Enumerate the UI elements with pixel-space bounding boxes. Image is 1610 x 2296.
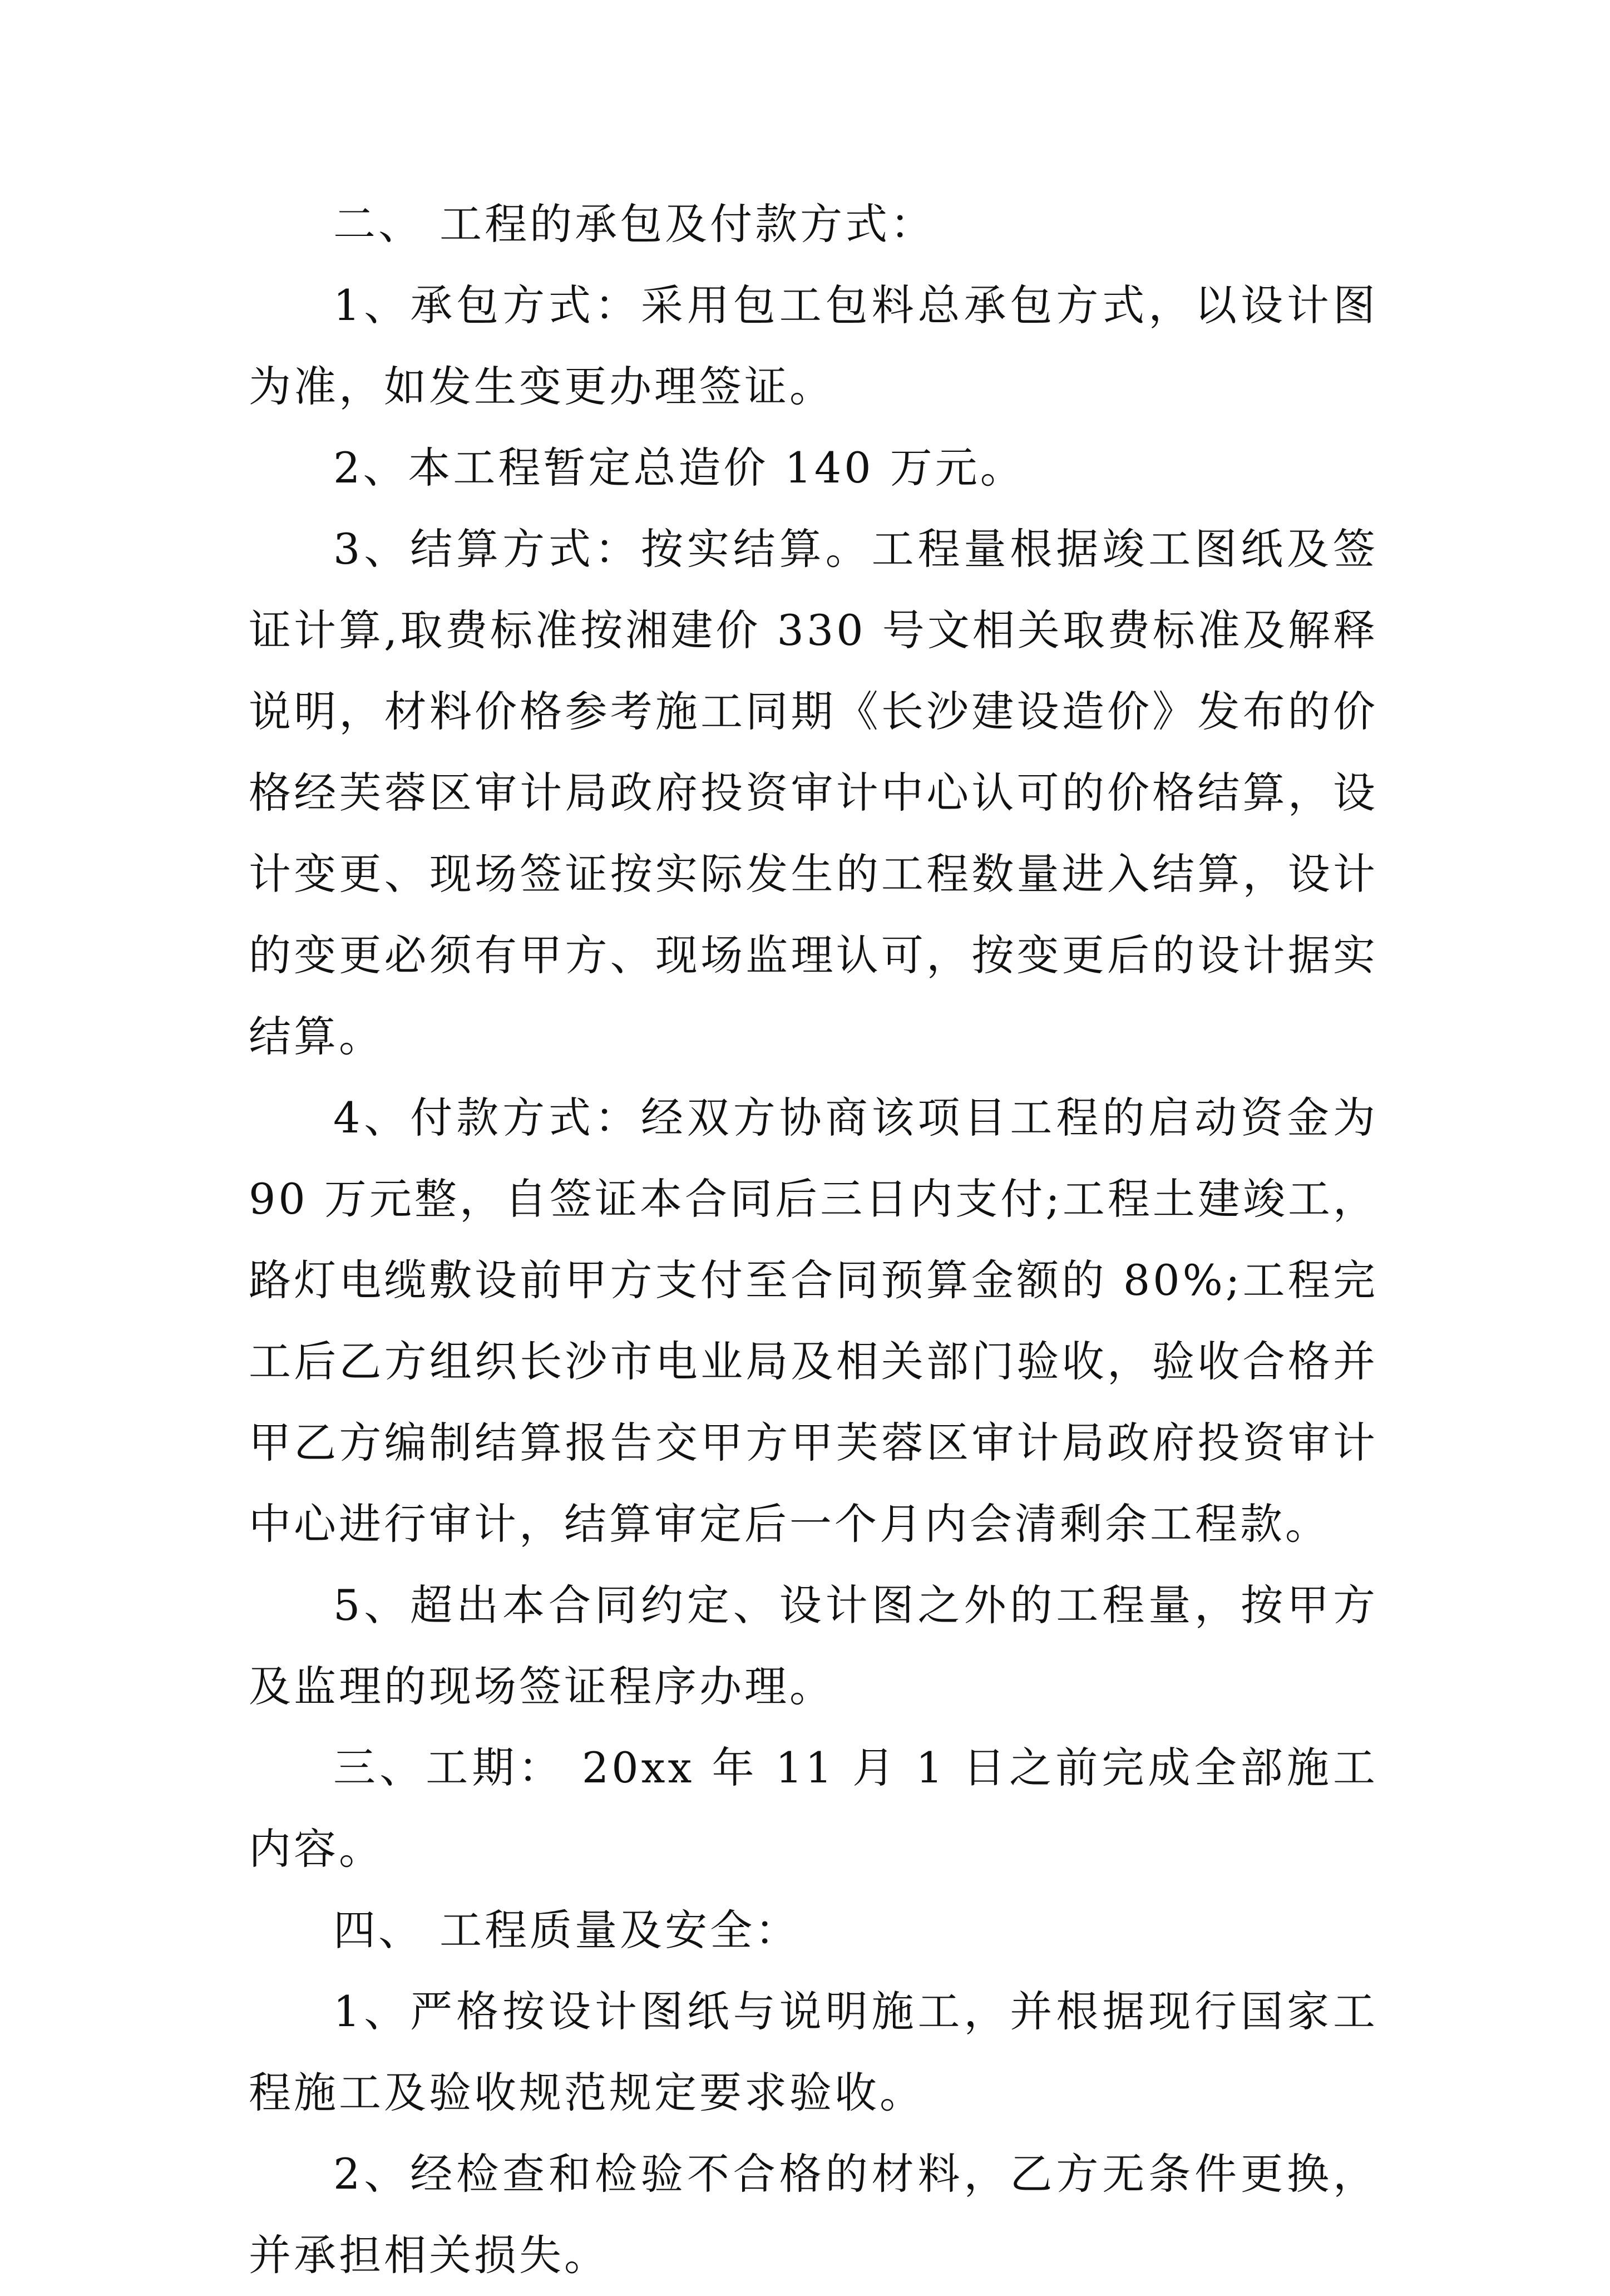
paragraph-settlement-method: 3、结算方式：按实结算。工程量根据竣工图纸及签证计算,取费标准按湘建价 330 号文相关取费标准及解释说明，材料价格参考施工同期《长沙建设造价》发布的价格经芙蓉区审计局政府投资审计中心认可的价格结算，设计变更、现场签证按实际发生的工程数量进入结算，设计的变更必须有甲方、现场监理认可，按变更后的设计据实结算。 [249,524,1378,1061]
document-body [249,184,1378,2296]
paragraph-extra-work: 5、超出本合同约定、设计图之外的工程量，按甲方及监理的现场签证程序办理。 [249,1580,1378,1711]
section-heading-quality-safety: 四、 工程质量及安全： [333,1905,801,1955]
paragraph-total-price: 2、本工程暂定总造价 140 万元。 [333,443,1025,492]
section-heading-schedule: 三、工期： 20xx 年 11 月 1 日之前完成全部施工内容。 [249,1743,1378,1874]
paragraph-contract-method: 1、承包方式：采用包工包料总承包方式，以设计图为准，如发生变更办理签证。 [249,280,1378,411]
paragraph-payment-method: 4、付款方式：经双方协商该项目工程的启动资金为 90 万元整，自签证本合同后三日内支付;工程土建竣工，路灯电缆敷设前甲方支付至合同预算金额的 80%;工程完工后乙方组织长沙市电业局及相关部门验收，验收合格并甲乙方编制结算报告交甲方甲芙蓉区审计局政府投资审计中心进行审计，结算审定后一个月内会清剩余工程款。 [249,1093,1378,1549]
section-heading-contract-payment: 二、 工程的承包及付款方式： [333,199,936,249]
paragraph-material-inspection: 2、经检查和检验不合格的材料，乙方无条件更换，并承担相关损失。 [249,2149,1378,2280]
paragraph-construction-standards: 1、严格按设计图纸与说明施工，并根据现行国家工程施工及验收规范规定要求验收。 [249,1987,1378,2117]
